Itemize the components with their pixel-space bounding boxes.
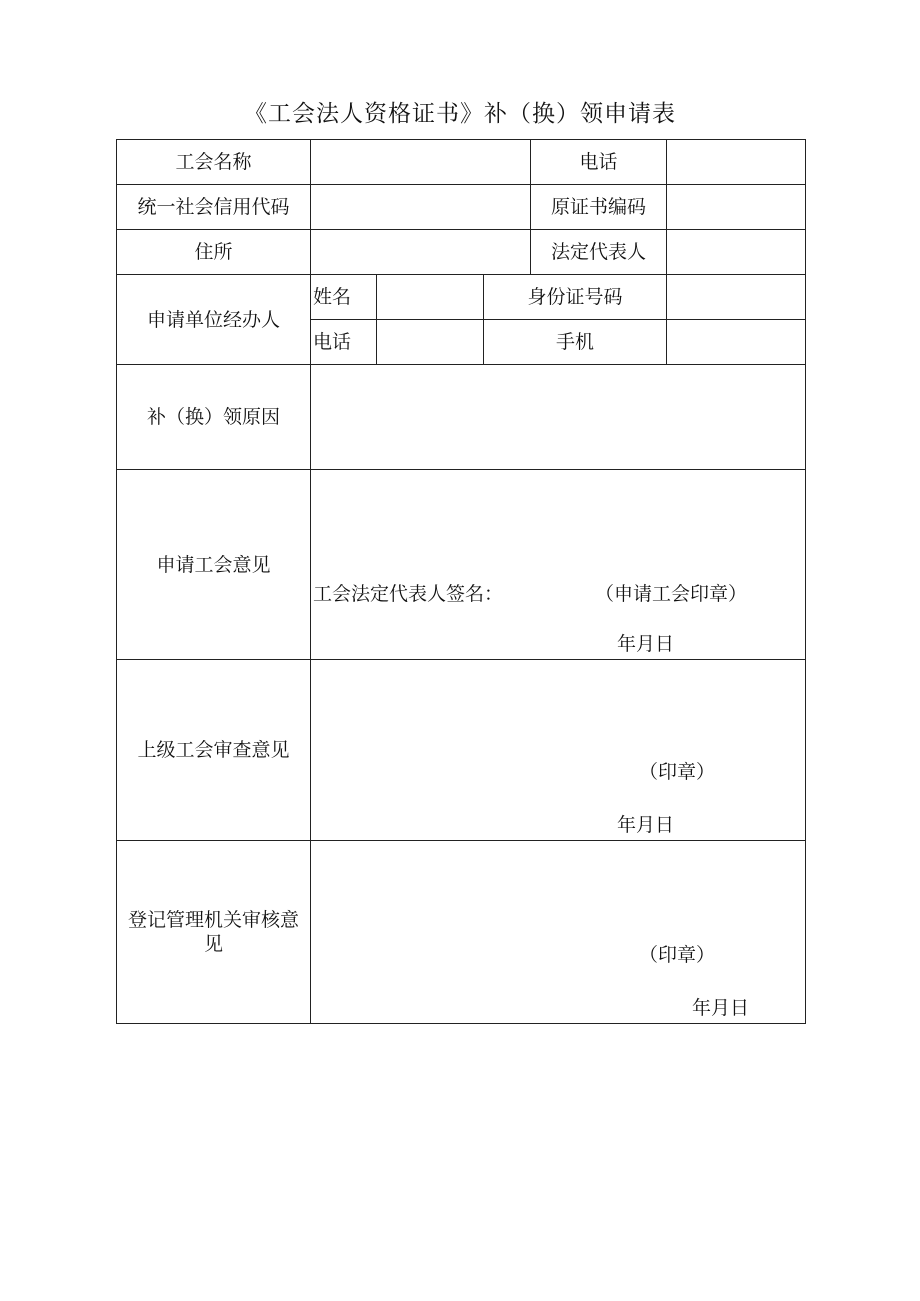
registry-opinion-field[interactable] [311,841,806,1024]
row-applicant-opinion [117,470,806,660]
original-cert-no-field[interactable] [667,185,806,230]
handler-name-field[interactable] [377,275,484,320]
page-title: 《工会法人资格证书》补（换）领申请表 [244,101,676,127]
applicant-opinion-field[interactable] [311,470,806,660]
row-reason [117,365,806,470]
phone-field[interactable] [667,140,806,185]
applicant-signature-text: 工会法定代表人签名： [313,583,504,605]
union-name-label: 工会名称 [117,140,311,185]
superior-opinion-label: 上级工会审查意见 [117,660,311,841]
registry-date-text: 年月日 [692,997,750,1019]
mobile-field[interactable] [667,320,806,365]
id-number-label: 身份证号码 [484,275,667,320]
registry-seal-text: （印章） [639,944,716,966]
row-union-name [117,140,806,185]
legal-rep-field[interactable] [667,230,806,275]
row-registry-opinion [117,841,806,1024]
handler-name-label: 姓名 [311,275,377,320]
registry-opinion-label [117,841,311,1024]
id-number-field[interactable] [667,275,806,320]
superior-sign-area [311,660,805,840]
reason-field[interactable] [311,365,806,470]
registry-sign-area [311,841,805,1023]
reason-label: 补（换）领原因 [117,365,311,470]
mobile-label: 手机 [484,320,667,365]
applicant-date-text: 年月日 [617,633,675,655]
legal-rep-label: 法定代表人 [531,230,667,275]
superior-date-text: 年月日 [617,814,675,836]
row-handler-name [117,275,806,320]
row-superior-opinion [117,660,806,841]
address-label: 住所 [117,230,311,275]
superior-seal-text: （印章） [639,761,716,783]
superior-opinion-field[interactable] [311,660,806,841]
row-credit-code [117,185,806,230]
handler-label: 申请单位经办人 [117,275,311,365]
handler-phone-field[interactable] [377,320,484,365]
original-cert-no-label: 原证书编码 [531,185,667,230]
row-address [117,230,806,275]
address-field[interactable] [311,230,531,275]
applicant-seal-text: （申请工会印章） [595,583,748,605]
union-name-field[interactable] [311,140,531,185]
phone-label: 电话 [531,140,667,185]
registry-opinion-label-text: 登记管理机关审核意见 [127,909,299,955]
credit-code-label: 统一社会信用代码 [117,185,311,230]
applicant-sign-area [311,470,805,659]
applicant-opinion-label: 申请工会意见 [117,470,311,660]
handler-phone-label: 电话 [311,320,377,365]
application-form-table [116,139,806,1024]
credit-code-field[interactable] [311,185,531,230]
